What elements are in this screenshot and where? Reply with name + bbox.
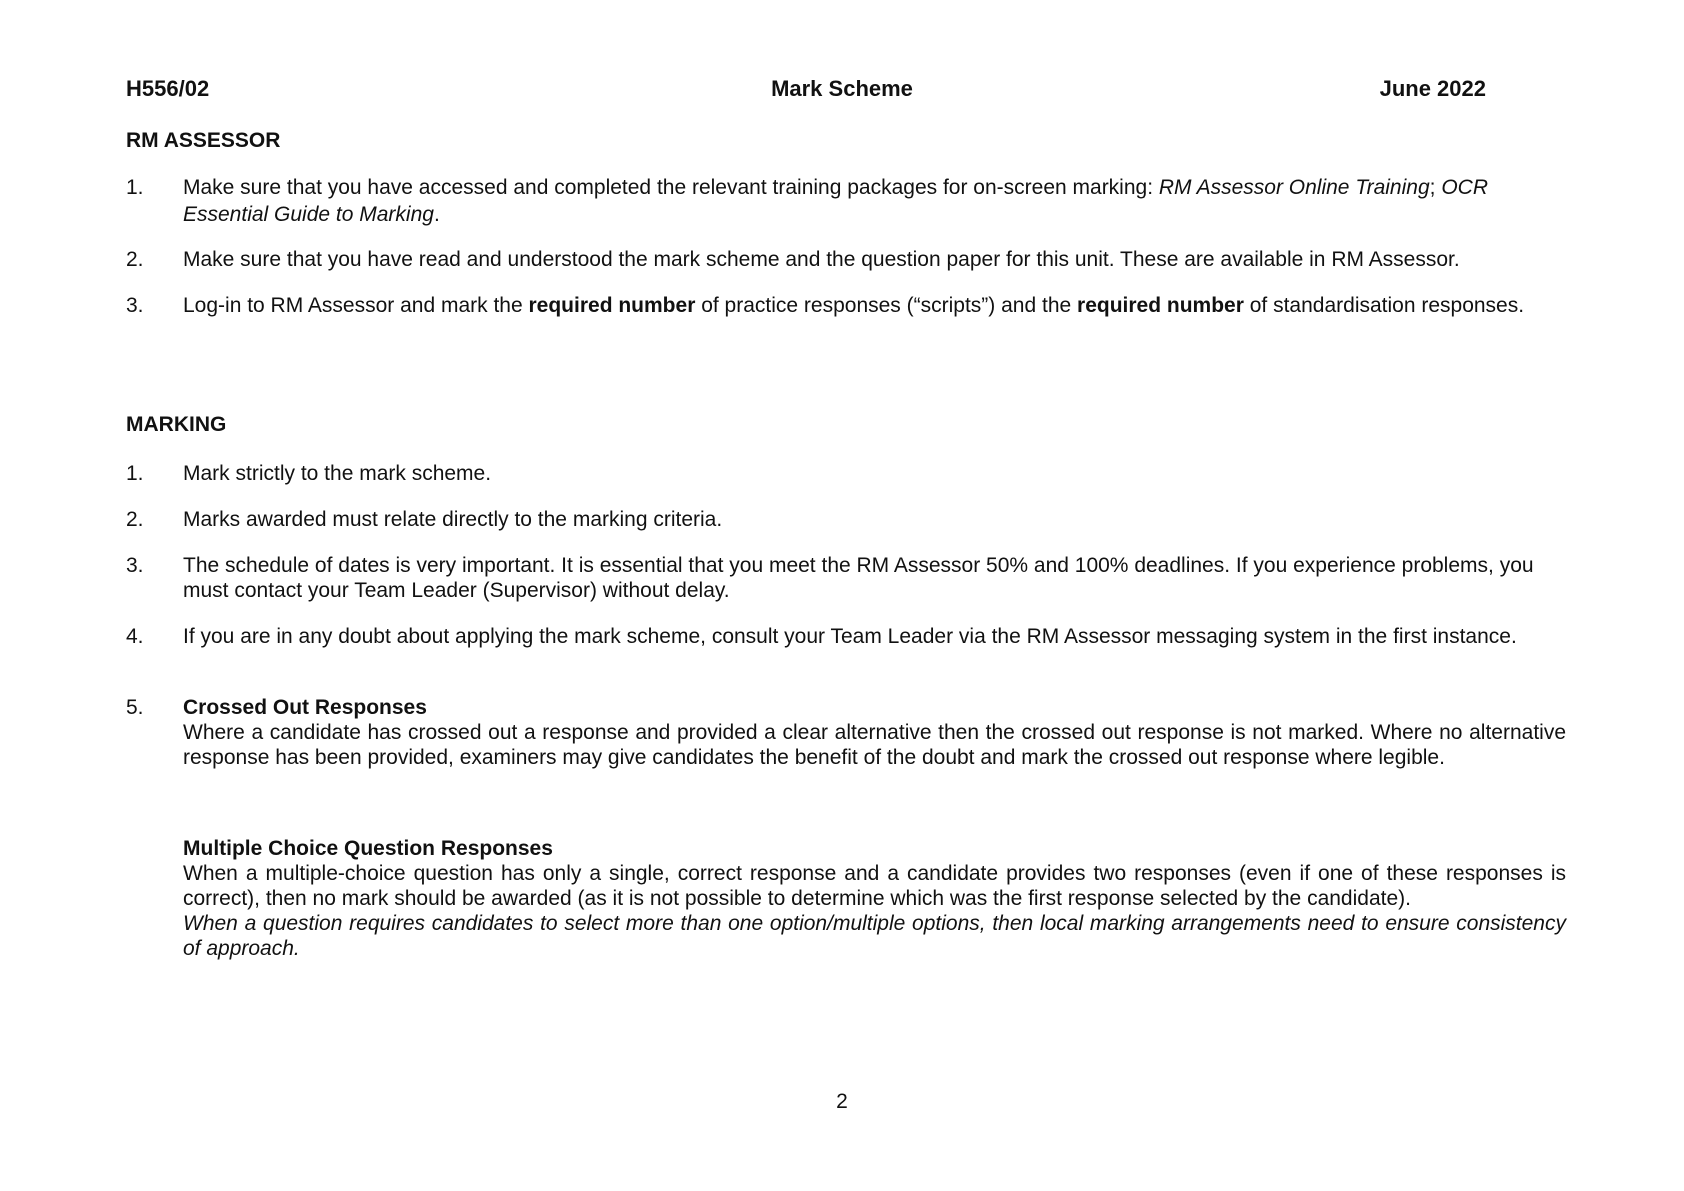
item-number: 2. <box>126 248 144 271</box>
marking-item-2 <box>126 506 1566 533</box>
item-text: Mark strictly to the mark scheme. <box>183 462 492 485</box>
emphasis: required number <box>528 294 696 317</box>
rm-assessor-item-3 <box>126 292 1526 319</box>
item-text-part: ; <box>1429 176 1442 199</box>
item-number: 3. <box>126 294 144 317</box>
mcq-italic-text: When a question requires candidates to select more than one option/multiple options, then local marking arrangements need to ensure consistency of approach. <box>183 912 1566 960</box>
mcq-block <box>126 836 1566 961</box>
section-title-rm-assessor: RM ASSESSOR <box>126 129 281 152</box>
marking-item-3 <box>126 553 1566 603</box>
item-number: 4. <box>126 625 144 648</box>
page-number: 2 <box>836 1090 848 1113</box>
document-title: Mark Scheme <box>771 76 913 101</box>
item-text-part: Make sure that you have accessed and completed the relevant training packages for on-screen marking: <box>183 176 1159 199</box>
crossed-out-text: Where a candidate has crossed out a response and provided a clear alternative then the crossed out response is not marked. Where no alternative response has been provided, examiners may give candidates the benefit of the doubt and mark the crossed out response where legible. <box>183 721 1566 769</box>
document-date: June 2022 <box>1379 76 1486 101</box>
emphasis: required number <box>1077 294 1244 317</box>
item-text <box>183 174 1566 228</box>
item-text: Marks awarded must relate directly to the marking criteria. <box>183 508 723 531</box>
crossed-out-heading: Crossed Out Responses <box>183 696 427 719</box>
item-text-part: Log-in to RM Assessor and mark the <box>183 294 529 317</box>
paper-code: H556/02 <box>126 76 210 101</box>
item-text: The schedule of dates is very important. It is essential that you meet the RM Assessor 50% and 100% deadlines. If you experience problems, you must contact your Team Leader (Supervisor) without delay. <box>183 554 1534 602</box>
item-text: If you are in any doubt about applying the mark scheme, consult your Team Leader via the RM Assessor messaging system in the first instance. <box>183 625 1517 648</box>
item-text <box>183 292 1526 319</box>
marking-item-1 <box>126 460 1566 487</box>
item-text: Make sure that you have read and understood the mark scheme and the question paper for this unit. These are available in RM Assessor. <box>183 248 1460 271</box>
item-number: 1. <box>126 462 144 485</box>
item-number: 1. <box>126 176 144 199</box>
marking-item-4 <box>126 624 1526 649</box>
item-text-part: . <box>433 203 440 226</box>
item-text-part: of practice responses (“scripts”) and the <box>695 294 1078 317</box>
item-number: 2. <box>126 508 144 531</box>
mcq-text: When a multiple-choice question has only a single, correct response and a candidate provides two responses (even if one of these responses is correct), then no mark should be awarded (as it is not possible to determine which was the first response selected by the candidate). <box>183 862 1566 910</box>
item-number: 5. <box>126 696 144 719</box>
guide-name: OCR Essential Guide to Marking <box>183 176 1488 226</box>
training-name: RM Assessor Online Training <box>1158 176 1430 199</box>
rm-assessor-item-1 <box>126 174 1566 228</box>
item-text-part: of standardisation responses. <box>1243 294 1525 317</box>
section-title-marking: MARKING <box>126 413 227 436</box>
item-text <box>183 836 1566 961</box>
marking-item-5 <box>126 695 1566 770</box>
rm-assessor-item-2 <box>126 246 1566 273</box>
item-number: 3. <box>126 554 144 577</box>
item-text <box>183 695 1566 770</box>
mcq-heading: Multiple Choice Question Responses <box>183 837 553 860</box>
